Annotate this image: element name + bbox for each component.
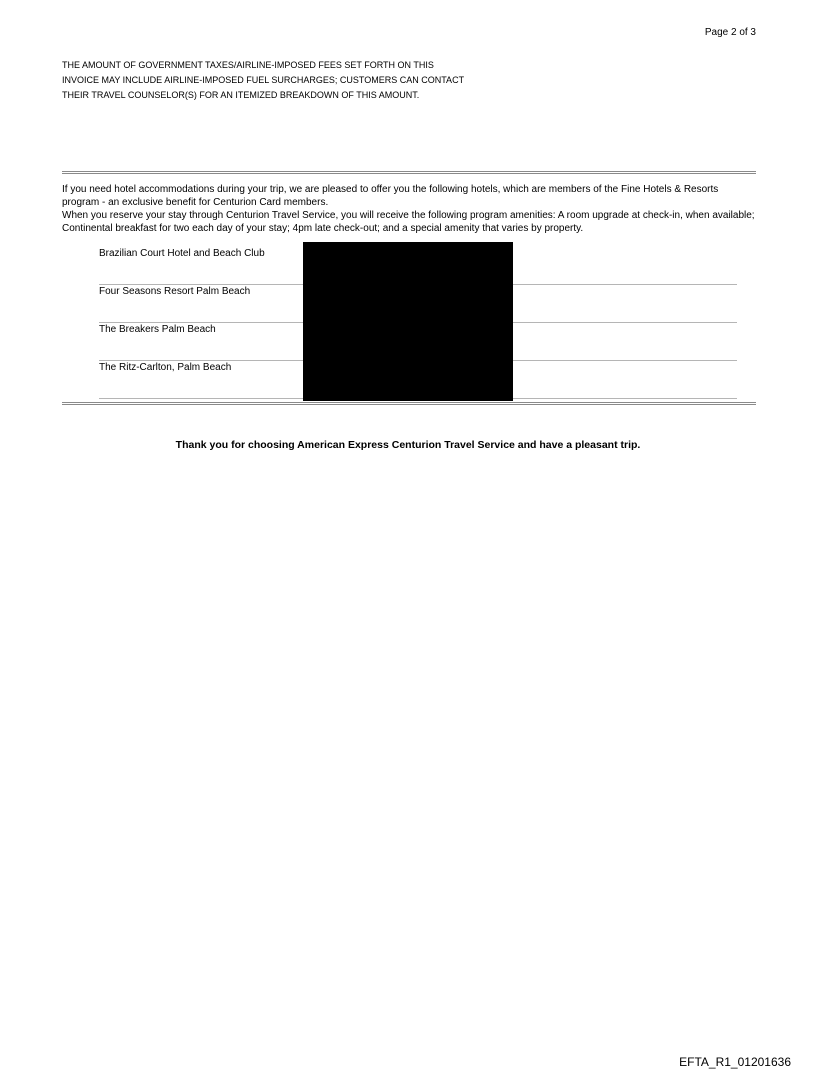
page-number: Page 2 of 3 [704,27,756,38]
hotel-intro [62,183,758,235]
redaction-block [303,242,513,401]
hotel-intro-text: If you need hotel accommodations during your trip, we are pleased to offer you the following hotels, which are members of the Fine Hotels & Resorts program - an exclusive benefit for Centurion Card members. [62,184,719,208]
hotel-name: The Breakers Palm Beach [99,324,216,335]
section-divider-bottom [62,402,756,405]
section-divider-top [62,171,756,174]
thank-you-message: Thank you for choosing American Express Centurion Travel Service and have a pleasant trip. [175,439,641,451]
document-id: EFTA_R1_01201636 [679,1055,791,1069]
tax-notice: THE AMOUNT OF GOVERNMENT TAXES/AIRLINE-IMPOSED FEES SET FORTH ON THIS INVOICE MAY INCLUDE AIRLINE-IMPOSED FUEL SURCHARGES; CUSTOMERS CAN CONTACT THEIR TRAVEL COUNSELOR(S) FOR AN ITEMIZED BREAKDOWN OF THIS AMOUNT. [62,60,464,100]
hotel-name: The Ritz-Carlton, Palm Beach [99,362,232,373]
hotel-name: Four Seasons Resort Palm Beach [99,286,251,297]
hotel-name: Brazilian Court Hotel and Beach Club [99,248,265,259]
hotel-amenities-text: When you reserve your stay through Centurion Travel Service, you will receive the following program amenities: A room upgrade at check-in, when available; Continental breakfast for two each day of your stay; 4pm late check-out; and a special amenity that varies by property. [62,210,755,234]
